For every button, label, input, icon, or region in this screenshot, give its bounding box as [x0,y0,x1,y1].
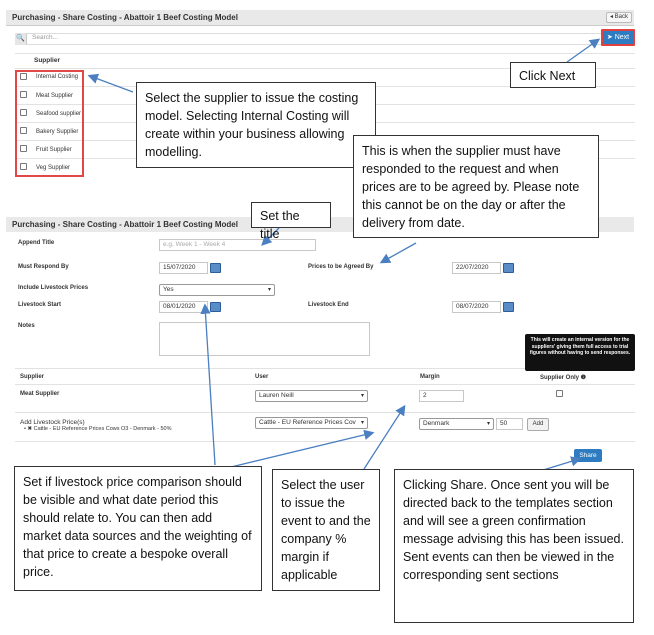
col-user: User [255,374,269,380]
livestock-end-input[interactable]: 08/07/2020 [452,301,501,313]
livestock-start-input[interactable]: 08/01/2020 [159,301,208,313]
include-livestock-select[interactable]: Yes ▾ [159,284,275,296]
callout-set-title: Set the title [251,202,331,228]
chevron-down-icon: ▾ [486,421,490,427]
callout-user-margin: Select the user to issue the event to and the company % margin if applicable [272,469,380,591]
callout-respond-dates: This is when the supplier must have responded to the request and when prices are to be agreed by. Please note this cannot be on the day or after the delivery from date. [353,135,599,238]
agreed-by-label: Prices to be Agreed By [308,264,374,270]
search-icon[interactable]: 🔍 [15,33,27,45]
append-title-label: Append Title [18,240,55,246]
search-input[interactable]: Search... [32,34,59,41]
next-button[interactable]: ➤ Next [601,29,635,46]
market-source-select[interactable]: Cattle - EU Reference Prices Cov ▾ [255,417,368,429]
livestock-start-label: Livestock Start [18,302,62,308]
callout-share: Clicking Share. Once sent you will be directed back to the templates section and will see a green confirmation message advising this has been issued. Sent events can then be viewed in the corresponding sent sections [394,469,634,623]
weight-input[interactable]: 50 [496,418,523,430]
user-select[interactable]: Lauren Neill ▾ [255,390,368,402]
chevron-down-icon: ▾ [360,420,364,426]
back-button[interactable]: ◂ Back [606,12,632,23]
supplier-name: Bakery Supplier [36,129,79,135]
livestock-item[interactable]: • ✖ Cattle - EU Reference Prices Cows O3 - Denmark - 50% [24,426,172,432]
supplier-only-tooltip: This will create an internal version for the suppliers' giving them full access to trial figures without having to send responses. [525,334,635,371]
page-title: Purchasing - Share Costing - Abattoir 1 Beef Costing Model [6,10,634,26]
supplier-name: Meat Supplier [36,93,74,99]
col-supplier: Supplier [20,374,45,380]
chevron-down-icon: ▾ [360,393,364,399]
callout-click-next: Click Next [510,62,596,88]
notes-label: Notes [18,323,35,329]
supplier-name: Fruit Supplier [36,147,72,153]
must-respond-input[interactable]: 15/07/2020 [159,262,208,274]
add-livestock-label: Add Livestock Price(s) [20,419,85,426]
agreed-by-input[interactable]: 22/07/2020 [452,262,501,274]
share-button[interactable]: Share [574,449,602,462]
supplier-name: Internal Costing [36,74,79,80]
supplier-name: Seafood supplier [36,111,82,117]
append-title-input[interactable]: e.g. Week 1 - Week 4 [159,239,316,251]
col-supplier-only: Supplier Only ❶ [540,375,587,381]
form-title: Purchasing - Share Costing - Abattoir 1 Beef Costing Model [6,217,634,232]
supplier-column-header: Supplier [34,57,61,64]
include-livestock-label: Include Livestock Prices [18,285,89,291]
remove-icon[interactable]: • [24,426,28,432]
callout-livestock: Set if livestock price comparison should be visible and what date period this should relate to. You can then add market data sources and the weighting of that price to create a bespoke overall price. [14,466,262,591]
add-button[interactable]: Add [527,418,549,431]
row-supplier: Meat Supplier [20,391,60,397]
col-margin: Margin [420,374,440,380]
margin-input[interactable]: 2 [419,390,464,402]
must-respond-label: Must Respond By [18,264,69,270]
supplier-name: Veg Supplier [36,165,71,171]
country-select[interactable]: Denmark ▾ [419,418,494,430]
chevron-down-icon: ▾ [267,287,271,293]
livestock-end-label: Livestock End [308,302,349,308]
callout-select-supplier: Select the supplier to issue the costing model. Selecting Internal Costing will create within your business allowing modelling. [136,82,376,168]
